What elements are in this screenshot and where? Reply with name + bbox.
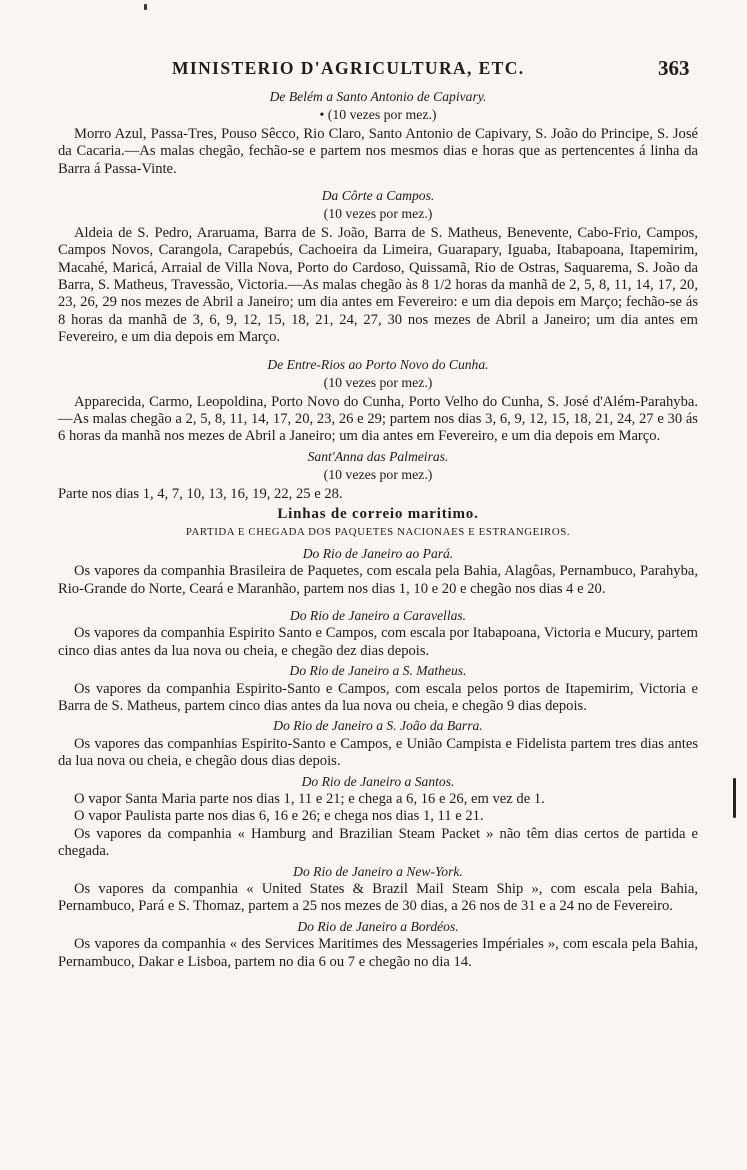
- route-paragraph: O vapor Santa Maria parte nos dias 1, 11 e 21; e chega a 6, 16 e 26, em vez de 1.: [74, 791, 545, 808]
- route-paragraph: Os vapores da companhia Espirito Santo e Campos, com escala por Itabapoana, Victoria e Mucury, partem cinco dias antes da lua nova ou cheia, e chegão dez dias depois.: [58, 625, 698, 659]
- section-heading: De Entre-Rios ao Porto Novo do Cunha.: [267, 356, 489, 372]
- page-number: 363: [658, 56, 690, 80]
- margin-ink-mark: [733, 778, 736, 818]
- route-heading: Do Rio de Janeiro a Santos.: [301, 773, 455, 789]
- route-paragraph: Os vapores da companhia « United States & Brazil Mail Steam Ship », com escala pela Bahia, Pernambuco, Pará e S. Thomaz, partem a 25 nos mezes de 30 dias, a 26 nos de 31 e a 24 no de Fevereiro.: [58, 881, 698, 915]
- section-heading: De Belém a Santo Antonio de Capivary.: [269, 89, 487, 104]
- route-heading: Do Rio de Janeiro a S. Matheus.: [289, 663, 467, 679]
- section-heading: Sant'Anna das Palmeiras.: [307, 448, 449, 464]
- route-paragraph: Os vapores da companhia Brasileira de Paquetes, com escala pela Bahia, Alagôas, Pernambuco, Parahyba, Rio-Grande do Norte, Ceará e Maranhão, partem nos dias 1, 10 e 20 e chegão nos dias 4 e 20.: [58, 563, 698, 597]
- route-heading: Do Rio de Janeiro ao Pará.: [302, 545, 454, 561]
- route-heading: Do Rio de Janeiro a Caravellas.: [289, 607, 467, 623]
- route-heading: Do Rio de Janeiro a Bordéos.: [297, 918, 459, 934]
- ink-speck: [144, 4, 147, 10]
- route-heading: Do Rio de Janeiro a New-York.: [293, 863, 463, 879]
- running-title: MINISTERIO D'AGRICULTURA, ETC.: [172, 58, 525, 78]
- page-body: [58, 86, 698, 973]
- section-frequency: (10 vezes por mez.): [323, 206, 433, 222]
- route-paragraph: Os vapores da companhia Espirito-Santo e Campos, com escala pelos portos de Itapemirim, Victoria e Barra de S. Matheus, partem cinco dias antes da lua nova ou cheia, e chegão 9 dias depois.: [58, 680, 698, 714]
- page-header: [0, 56, 747, 86]
- route-paragraph: Os vapores da companhia « des Services Maritimes des Messageries Impériales », com escala pela Bahia, Pernambuco, Dakar e Lisboa, partem no dia 6 ou 7 e chegão no dia 14.: [58, 936, 698, 970]
- section-paragraph: Aldeia de S. Pedro, Araruama, Barra de S. João, Barra de S. Matheus, Benevente, Cabo-Frio, Campos, Campos Novos, Carangola, Carapebús, Cachoeira da Limeira, Guarapary, Iguaba, Itabapoana, Itapemirim, Macahé, Maricá, Arraial de Villa Nova, Porto do Cardoso, Quissamã, Rio de Ostras, Saquarema, S. João da Barra, S. Matheus, Travessão, Victoria.—As malas chegão às 8 1/2 horas da manhã de 2, 5, 8, 11, 14, 17, 20, 23, 26, 29 nos mezes de Abril a Janeiro; um dia antes em Fevereiro: e um dia depois em Março; fechão-se ás 8 horas da manhã de 3, 6, 9, 12, 15, 18, 21, 24, 27, 30 nos mezes de Abril a Janeiro; um dia antes em Fevereiro, e um dia depois em Março.: [58, 224, 698, 346]
- maritime-subtitle: PARTIDA E CHEGADA DOS PAQUETES NACIONAES E ESTRANGEIROS.: [185, 526, 571, 539]
- section-paragraph: Morro Azul, Passa-Tres, Pouso Sêcco, Rio Claro, Santo Antonio de Capivary, S. João do Principe, S. José da Cacaria.—As malas chegão, fechão-se e partem nos mesmos dias e horas que as pertencentes á linha da Barra á Passa-Vinte.: [58, 125, 698, 177]
- route-paragraph: Os vapores da companhia « Hamburg and Brazilian Steam Packet » não têm dias certos de partida e chegada.: [58, 825, 698, 860]
- section-frequency: (10 vezes por mez.): [323, 375, 433, 391]
- section-frequency: • (10 vezes por mez.): [319, 107, 437, 123]
- route-paragraph: O vapor Paulista parte nos dias 6, 16 e 26; e chega nos dias 1, 11 e 21.: [74, 808, 484, 825]
- section-paragraph: Parte nos dias 1, 4, 7, 10, 13, 16, 19, 22, 25 e 28.: [58, 485, 343, 502]
- section-heading: Da Côrte a Campos.: [321, 188, 435, 204]
- route-paragraph: Os vapores das companhias Espirito-Santo e Campos, e União Campista e Fidelista partem tres dias antes da lua nova ou cheia, e chegão dous dias depois.: [58, 735, 698, 770]
- section-paragraph: Apparecida, Carmo, Leopoldina, Porto Novo do Cunha, Porto Velho do Cunha, S. José d'Além-Parahyba.—As malas chegão a 2, 5, 8, 11, 14, 17, 20, 23, 26 e 29; partem nos dias 3, 6, 9, 12, 15, 18, 21, 24, 27 e 30 ás 6 horas da manhã nos mezes de Abril a Janeiro; um dia antes em Fevereiro, e um dia depois em Março.: [58, 393, 698, 445]
- section-frequency: (10 vezes por mez.): [323, 467, 433, 483]
- route-heading: Do Rio de Janeiro a S. João da Barra.: [273, 718, 483, 734]
- maritime-title: Linhas de correio maritimo.: [277, 505, 479, 522]
